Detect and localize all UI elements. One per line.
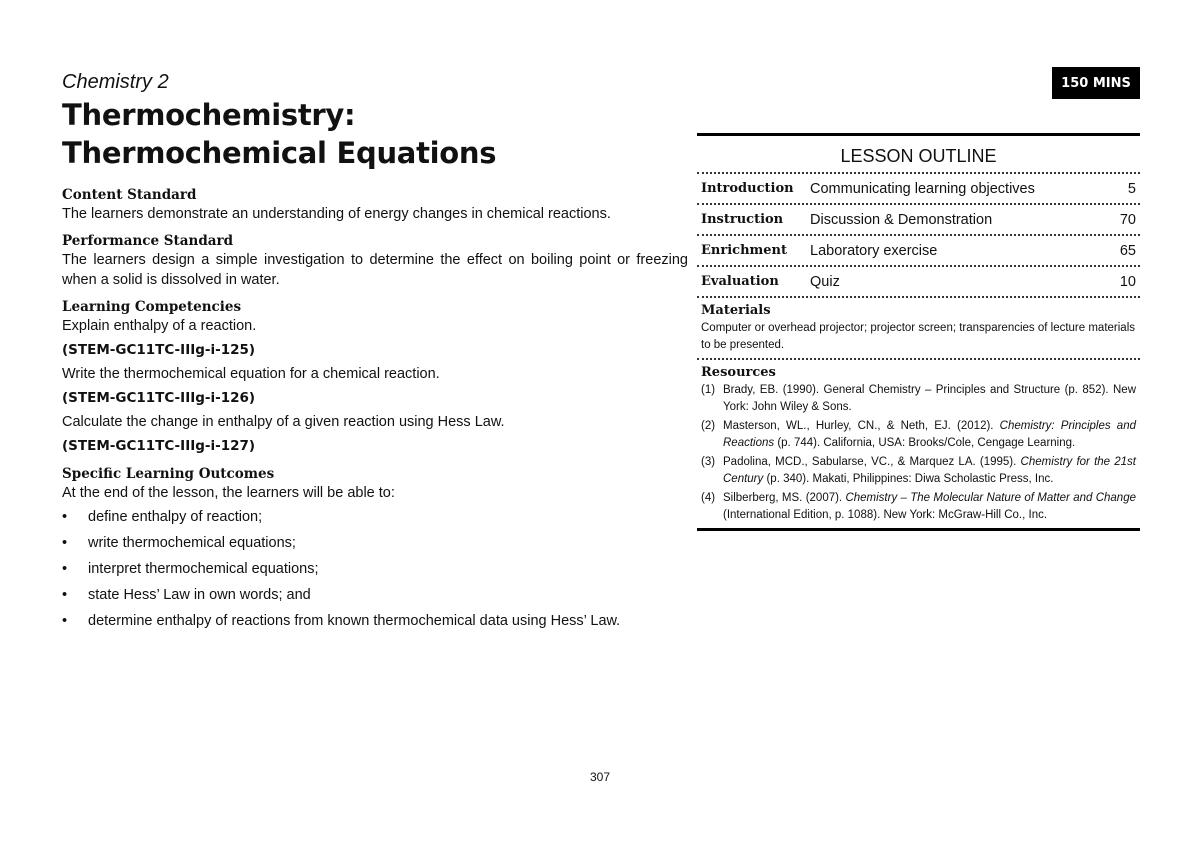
competency-text: Explain enthalpy of a reaction. [62,318,257,334]
resource-text-end: (International Edition, p. 1088). New York: McGraw-Hill Co., Inc. [723,509,1048,521]
outcome-text: define enthalpy of reaction; [88,509,263,525]
list-item [701,382,1136,416]
list-item [701,490,1136,524]
performance-standard-section [62,232,688,290]
bullet-icon: • [62,613,68,629]
page-number: 307 [589,770,611,784]
outline-activity: Discussion & Demonstration [810,211,993,228]
table-row [697,205,1140,236]
outline-minutes: 5 [1127,180,1136,197]
competency-code: (STEM-GC11TC-IIIg-i-127) [62,438,256,454]
list-item [62,530,688,556]
performance-standard-heading: Performance Standard [62,233,234,249]
resource-title: Chemistry for the 21st Century [723,456,1136,485]
resource-title: Chemistry: Principles and Reactions [723,420,1136,449]
resource-text: Masterson, WL., Hurley, CN., & Neth, EJ. (2012). [723,420,1000,432]
materials-heading: Materials [701,303,771,318]
outcome-text: determine enthalpy of reactions from known thermochemical data using Hess’ Law. [88,613,621,629]
resources-heading: Resources [701,365,776,380]
outline-activity: Communicating learning objectives [810,180,1035,197]
bullet-icon: • [62,509,68,525]
outline-activity: Laboratory exercise [810,242,938,259]
specific-outcomes-section [62,465,688,634]
content-standard-section [62,186,688,224]
resource-text-end: (p. 340). Makati, Philippines: Diwa Scholastic Press, Inc. [763,473,1054,485]
bullet-icon: • [62,535,68,551]
list-item [701,454,1136,488]
table-row [697,174,1140,205]
resource-number: (2) [701,420,716,432]
duration-badge: 150 MINS [1052,67,1140,99]
page-title [62,96,688,172]
specific-outcomes-intro: At the end of the lesson, the learners will be able to: [62,485,395,501]
resources-block [697,360,1140,528]
competency-code: (STEM-GC11TC-IIIg-i-125) [62,342,256,358]
outline-minutes: 70 [1119,211,1136,228]
lesson-outline-box [697,133,1140,531]
subject-label: Chemistry 2 [62,71,169,93]
resource-number: (4) [701,492,716,504]
resources-list [701,382,1136,524]
resource-text: Padolina, MCD., Sabularse, VC., & Marquez LA. (1995). [723,456,1021,468]
content-standard-text: The learners demonstrate an understanding of energy changes in chemical reactions. [62,206,611,222]
resource-title: Chemistry – The Molecular Nature of Matter and Change [845,492,1136,504]
resource-number: (1) [701,384,716,396]
list-item [62,556,688,582]
outline-minutes: 65 [1119,242,1136,259]
outline-phase: Instruction [701,212,784,227]
outcome-text: interpret thermochemical equations; [88,561,319,577]
performance-standard-text: The learners design a simple investigation to determine the effect on boiling point or freezing when a solid is dissolved in water. [62,252,688,288]
materials-block [697,298,1140,360]
outline-phase: Introduction [701,181,794,196]
bullet-icon: • [62,587,68,603]
materials-text: Computer or overhead projector; projector screen; transparencies of lecture materials to be presented. [701,322,1136,351]
lesson-outline-title: LESSON OUTLINE [697,136,1140,174]
list-item [701,418,1136,452]
title-line-2: Thermochemical Equations [62,136,497,170]
outline-phase: Evaluation [701,274,779,289]
specific-outcomes-heading: Specific Learning Outcomes [62,466,275,482]
lesson-main-column [62,70,688,634]
outcome-text: state Hess’ Law in own words; and [88,587,311,603]
outline-minutes: 10 [1119,273,1136,290]
outline-activity: Quiz [810,273,840,290]
learning-competencies-section [62,298,688,455]
competency-text: Write the thermochemical equation for a chemical reaction. [62,366,440,382]
list-item [62,504,688,530]
list-item [62,608,688,634]
outline-phase: Enrichment [701,243,787,258]
competency-text: Calculate the change in enthalpy of a given reaction using Hess Law. [62,414,505,430]
bullet-icon: • [62,561,68,577]
resource-text: Brady, EB. (1990). General Chemistry – Principles and Structure (p. 852). New York: John Wiley & Sons. [723,384,1136,413]
resource-number: (3) [701,456,716,468]
resource-text-end: (p. 744). California, USA: Brooks/Cole, Cengage Learning. [774,437,1076,449]
outcome-text: write thermochemical equations; [88,535,296,551]
table-row [697,267,1140,298]
competency-code: (STEM-GC11TC-IIIg-i-126) [62,390,256,406]
outline-bottom-rule [697,528,1140,531]
resource-text: Silberberg, MS. (2007). [723,492,846,504]
list-item [62,582,688,608]
learning-competencies-heading: Learning Competencies [62,299,242,315]
content-standard-heading: Content Standard [62,187,197,203]
table-row [697,236,1140,267]
outcomes-list [62,504,688,634]
title-line-1: Thermochemistry: [62,98,356,132]
